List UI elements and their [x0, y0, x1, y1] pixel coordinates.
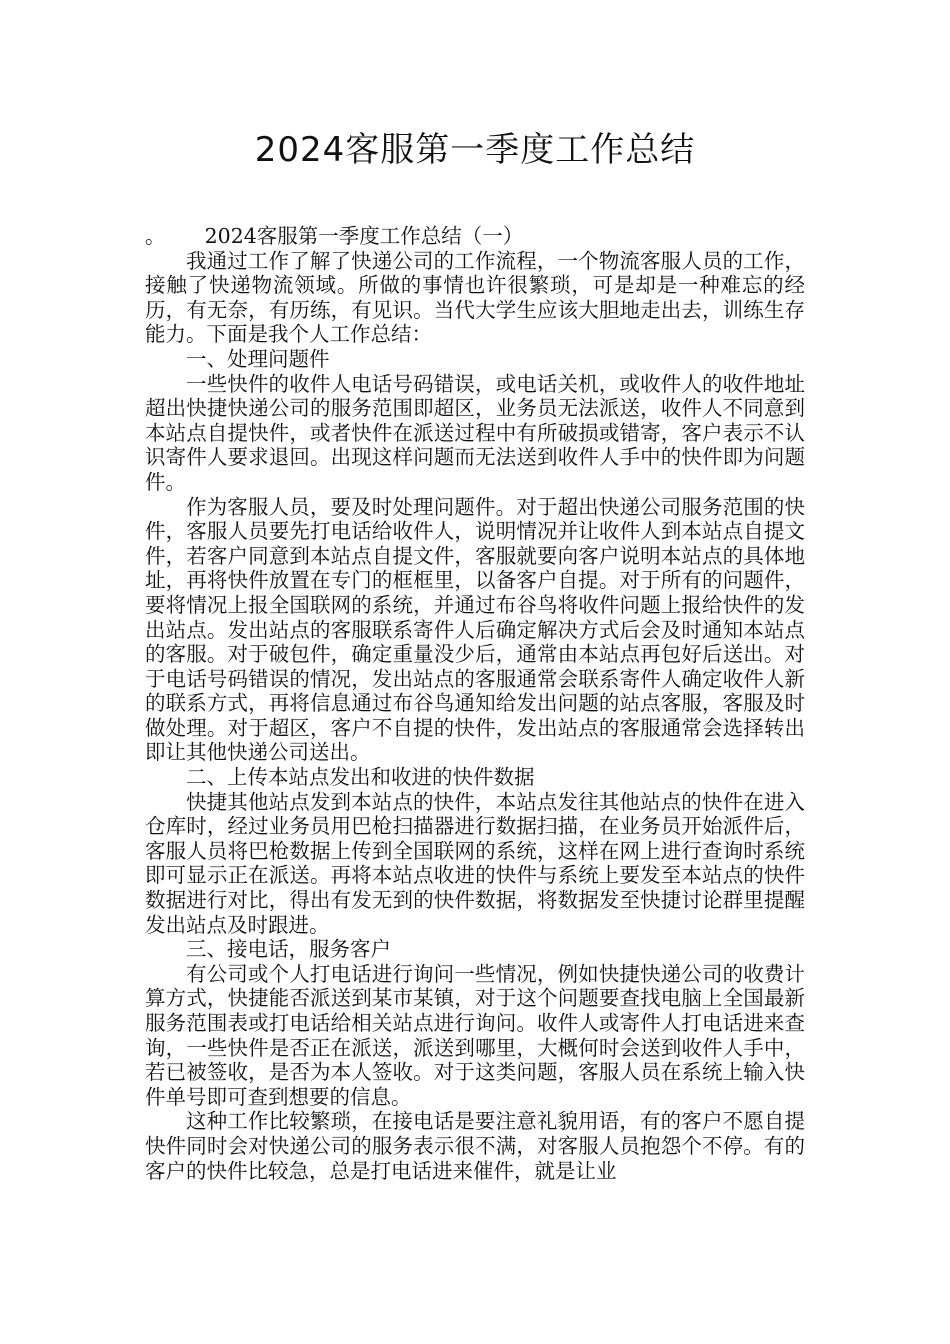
body-paragraph: 这种工作比较繁琐，在接电话是要注意礼貌用语，有的客户不愿自提快件同时会对快递公司的服务表示很不满，对客服人员抱怨个不停。有的客户的快件比较急，总是打电话进来催件，就是让业 — [145, 1109, 805, 1183]
subtitle-line — [145, 224, 805, 249]
section-heading: 二、上传本站点发出和收进的快件数据 — [186, 765, 535, 790]
body-paragraph: 快捷其他站点发到本站点的快件，本站点发往其他站点的快件在进入仓库时，经过业务员用巴枪扫描器进行数据扫描，在业务员开始派件后，客服人员将巴枪数据上传到全国联网的系统，这样在网上进行查询时系统即可显示正在派送。再将本站点收进的快件与系统上要发至本站点的快件数据进行对比，得出有发无到的快件数据，将数据发至快捷讨论群里提醒发出站点及时跟进。 — [145, 789, 805, 937]
document-subtitle: 2024客服第一季度工作总结（一） — [204, 224, 524, 248]
section-heading: 三、接电话，服务客户 — [186, 937, 391, 962]
document-body — [145, 224, 805, 1183]
subtitle-mark: 。 — [145, 224, 166, 248]
section-heading: 一、处理问题件 — [186, 346, 330, 371]
body-paragraph: 有公司或个人打电话进行询问一些情况，例如快捷快递公司的收费计算方式，快捷能否派送到某市某镇，对于这个问题要查找电脑上全国最新服务范围表或打电话给相关站点进行询问。收件人或寄件人打电话进来查询，一些快件是否正在派送，派送到哪里，大概何时会送到收件人手中，若已被签收，是否为本人签收。对于这类问题，客服人员在系统上输入快件单号即可查到想要的信息。 — [145, 961, 805, 1109]
body-paragraph: 一些快件的收件人电话号码错误，或电话关机，或收件人的收件地址超出快捷快递公司的服务范围即超区，业务员无法派送，收件人不同意到本站点自提快件，或者快件在派送过程中有所破损或错寄，客户表示不认识寄件人要求退回。出现这样问题而无法送到收件人手中的快件即为问题件。 — [145, 371, 805, 494]
body-paragraph: 作为客服人员，要及时处理问题件。对于超出快递公司服务范围的快件，客服人员要先打电话给收件人，说明情况并让收件人到本站点自提文件，若客户同意到本站点自提文件，客服就要向客户说明本站点的具体地址，再将快件放置在专门的框框里，以备客户自提。对于所有的问题件，要将情况上报全国联网的系统，并通过布谷鸟将收件问题上报给快件的发出站点。发出站点的客服联系寄件人后确定解决方式后会及时通知本站点的客服。对于破包件，确定重量没少后，通常由本站点再包好后送出。对于电话号码错误的情况，发出站点的客服通常会联系寄件人确定收件人新的联系方式，再将信息通过布谷鸟通知给发出问题的站点客服，客服及时做处理。对于超区，客户不自提的快件，发出站点的客服通常会选择转出即让其他快递公司送出。 — [145, 494, 805, 765]
document-title: 2024客服第一季度工作总结 — [254, 130, 696, 170]
paragraph-list — [145, 249, 805, 1184]
body-paragraph: 我通过工作了解了快递公司的工作流程，一个物流客服人员的工作，接触了快递物流领域。所做的事情也许很繁琐，可是却是一种难忘的经历，有无奈，有历练，有见识。当代大学生应该大胆地走出去，训练生存能力。下面是我个人工作总结： — [145, 248, 805, 347]
